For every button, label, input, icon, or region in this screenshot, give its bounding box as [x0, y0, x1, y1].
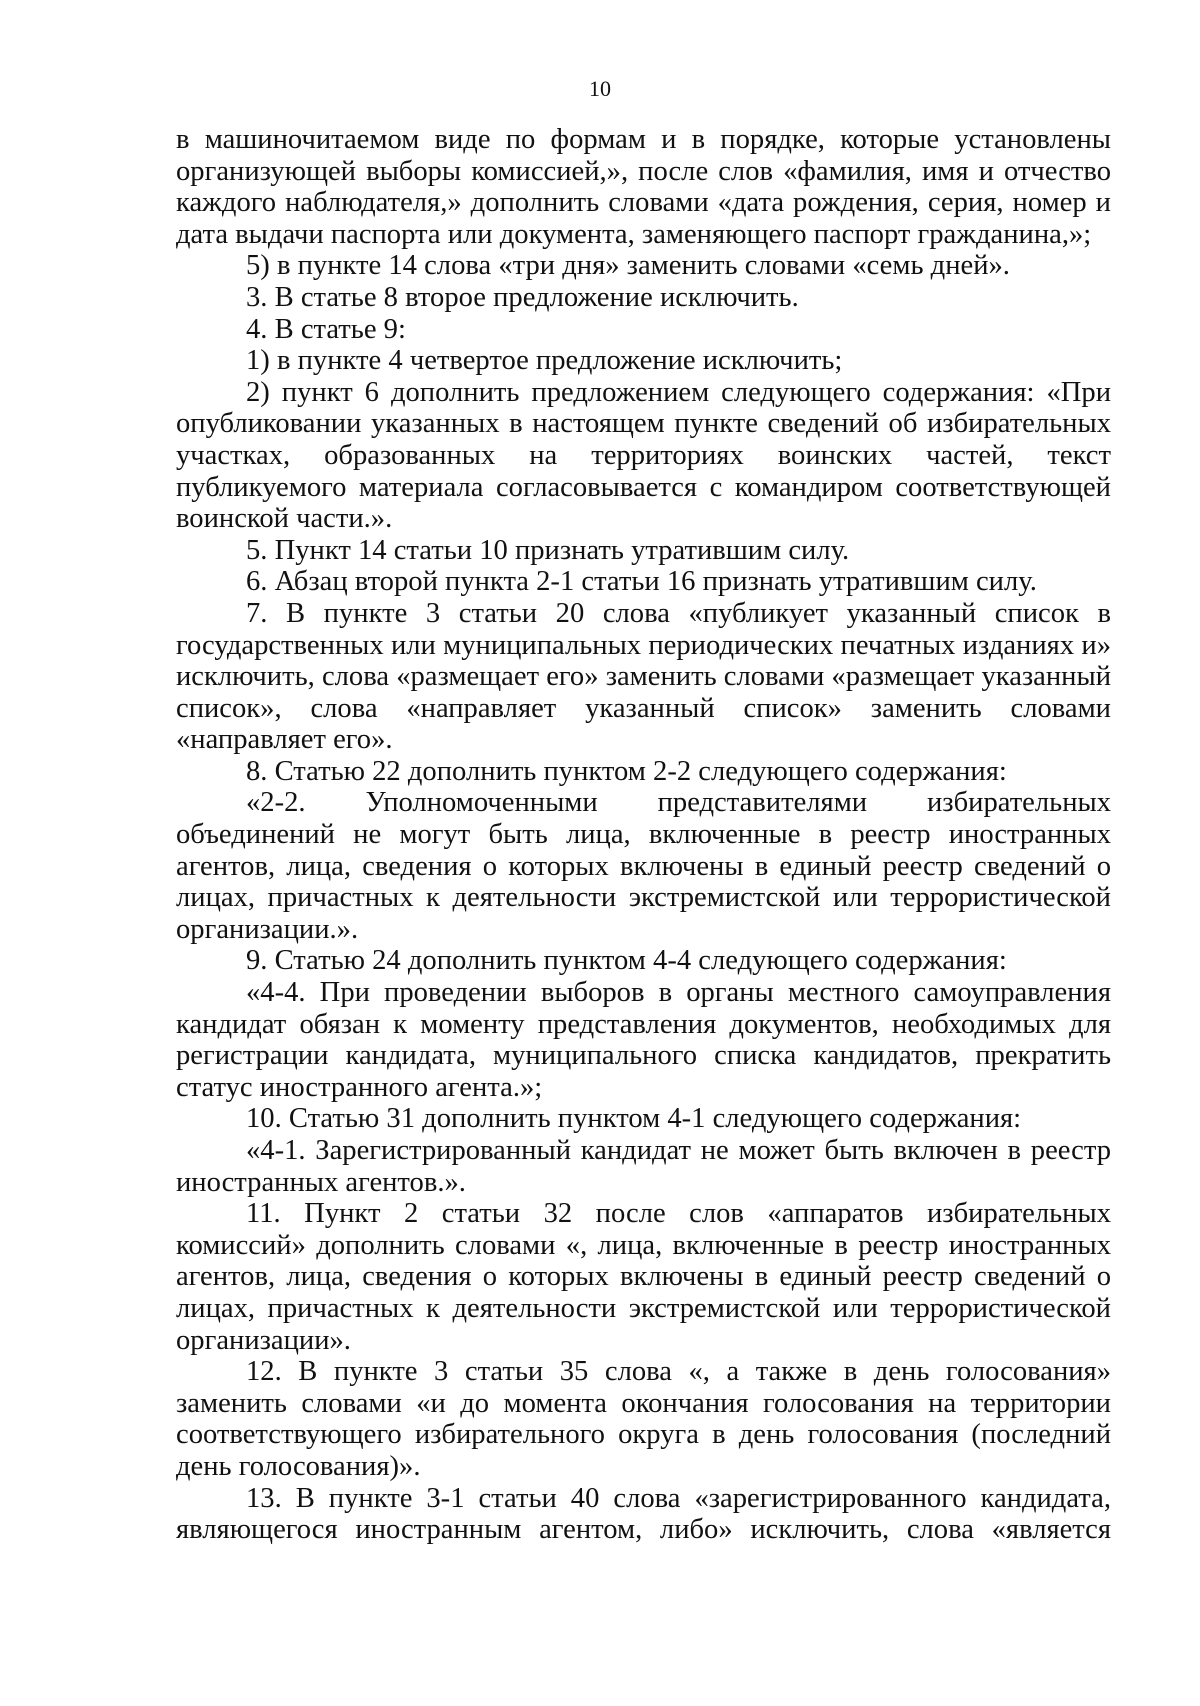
paragraph-article-24: 9. Статью 24 дополнить пунктом 4-4 следующего содержания:: [246, 945, 1007, 977]
paragraph-article-40: 13. В пункте 3-1 статьи 40 слова «зарегистрированного кандидата, являющегося иностранным агентом, либо» исключить, слова «является: [176, 1482, 1111, 1546]
paragraph-article-32: 11. Пункт 2 статьи 32 после слов «аппаратов избирательных комиссий» дополнить словами «, лица, включенные в реестр иностранных агентов, лица, сведения о которых включены в единый реестр сведений о лицах, причастных к деятельности экстремистской или террористической организации».: [176, 1198, 1111, 1356]
paragraph-article-35: 12. В пункте 3 статьи 35 слова «, а также в день голосования» заменить словами «и до момента окончания голосования на территории соответствующего избирательного округа в день голосования (последний день голосования)».: [176, 1356, 1111, 1482]
paragraph-article-9: 4. В статье 9:: [246, 313, 406, 345]
paragraph-article-31: 10. Статью 31 дополнить пунктом 4-1 следующего содержания:: [246, 1103, 1022, 1135]
paragraph-article-8: 3. В статье 8 второе предложение исключить.: [246, 281, 799, 313]
paragraph-item-5: 5) в пункте 14 слова «три дня» заменить словами «семь дней».: [246, 250, 1010, 282]
paragraph-article-22: 8. Статью 22 дополнить пунктом 2-2 следующего содержания:: [246, 755, 1007, 787]
paragraph-article-10: 5. Пункт 14 статьи 10 признать утратившим силу.: [246, 534, 850, 566]
document-body: [176, 124, 1111, 1546]
paragraph-article-22-quote: «2-2. Уполномоченными представителями избирательных объединений не могут быть лица, включенные в реестр иностранных агентов, лица, сведения о которых включены в единый реестр сведений о лицах, причастных к деятельности экстремистской или террористической организации.».: [176, 787, 1111, 945]
paragraph-article-24-quote: «4-4. При проведении выборов в органы местного самоуправления кандидат обязан к моменту представления документов, необходимых для регистрации кандидата, муниципального списка кандидатов, прекратить статус иностранного агента.»;: [176, 977, 1111, 1103]
paragraph-article-9-item-2: 2) пункт 6 дополнить предложением следующего содержания: «При опубликовании указанных в настоящем пункте сведений об избирательных участках, образованных на территориях воинских частей, текст публикуемого материала согласовывается с командиром соответствующей воинской части.».: [176, 376, 1111, 535]
paragraph-article-20: 7. В пункте 3 статьи 20 слова «публикует указанный список в государственных или муниципальных периодических печатных изданиях и» исключить, слова «размещает его» заменить словами «размещает указанный список», слова «направляет указанный список» заменить словами «направляет его».: [176, 597, 1111, 756]
paragraph-article-31-quote: «4-1. Зарегистрированный кандидат не может быть включен в реестр иностранных агентов.».: [176, 1135, 1111, 1198]
paragraph-article-9-item-1: 1) в пункте 4 четвертое предложение исключить;: [246, 345, 843, 377]
paragraph-continuation: в машиночитаемом виде по формам и в порядке, которые установлены организующей выборы комиссией,», после слов «фамилия, имя и отчество каждого наблюдателя,» дополнить словами «дата рождения, серия, номер и дата выдачи паспорта или документа, заменяющего паспорт гражданина,»;: [176, 124, 1111, 250]
paragraph-article-16: 6. Абзац второй пункта 2-1 статьи 16 признать утратившим силу.: [246, 566, 1037, 598]
page-number: 10: [589, 76, 611, 101]
